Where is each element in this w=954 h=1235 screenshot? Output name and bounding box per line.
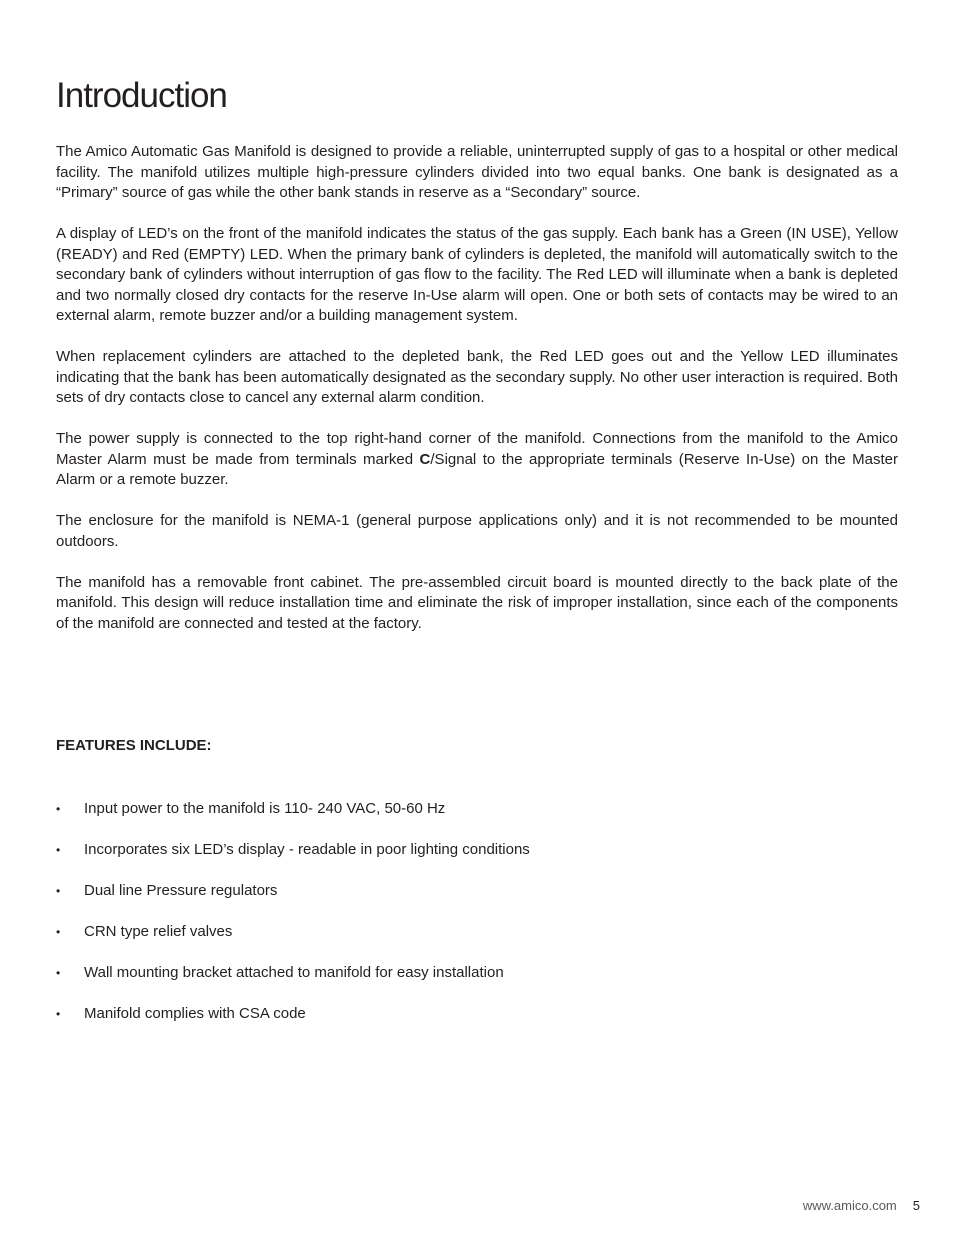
intro-paragraph-4	[56, 429, 898, 491]
paragraph-text: The enclosure for the manifold is NEMA-1 (general purpose applications only) and it is not recommended to be mounted outdoors.	[56, 512, 898, 550]
feature-item	[56, 1004, 530, 1045]
paragraph-text: A display of LED’s on the front of the manifold indicates the status of the gas supply. Each bank has a Green (IN USE), Yellow (READY) and Red (EMPTY) LED. When the primary bank of cylinders is depleted, the manifold will automatically switch to the secondary bank of cylinders without interruption of gas flow to the facility. The Red LED will illuminate when a bank is depleted and two normally closed dry contacts for the reserve In-Use alarm will open. One or both sets of contacts may be wired to an external alarm, remote buzzer and/or a building management system.	[56, 225, 898, 324]
paragraph-text: /Signal to the appropriate terminals (Reserve In-Use) on the Master Alarm or a remote buzzer.	[56, 450, 899, 488]
intro-paragraph-2	[56, 224, 898, 327]
features-heading: FEATURES INCLUDE:	[56, 737, 212, 754]
page-number: 5	[912, 1198, 920, 1213]
feature-item	[56, 922, 530, 963]
feature-text: Incorporates six LED’s display - readable in poor lighting conditions	[84, 841, 530, 858]
intro-paragraph-5	[56, 511, 898, 552]
bullet-icon: •	[56, 802, 61, 816]
feature-text: Wall mounting bracket attached to manifold for easy installation	[84, 964, 504, 981]
page-title: Introduction	[56, 76, 227, 115]
bullet-icon: •	[56, 843, 61, 857]
intro-paragraph-1	[56, 142, 898, 204]
intro-paragraph-6	[56, 573, 898, 635]
intro-paragraph-3	[56, 347, 898, 409]
paragraph-text: The manifold has a removable front cabinet. The pre-assembled circuit board is mounted directly to the back plate of the manifold. This design will reduce installation time and eliminate the risk of improper installation, since each of the components of the manifold are connected and tested at the factory.	[56, 573, 898, 632]
feature-text: Input power to the manifold is 110- 240 VAC, 50-60 Hz	[84, 800, 446, 817]
website-link[interactable]: www.amico.com	[802, 1198, 897, 1213]
feature-text: Manifold complies with CSA code	[84, 1005, 306, 1022]
paragraph-text: The Amico Automatic Gas Manifold is designed to provide a reliable, uninterrupted supply of gas to a hospital or other medical facility. The manifold utilizes multiple high-pressure cylinders divided into two equal banks. One bank is designated as a “Primary” source of gas while the other bank stands in reserve as a “Secondary” source.	[56, 143, 898, 201]
feature-text: CRN type relief valves	[84, 923, 233, 940]
feature-item	[56, 799, 530, 840]
bullet-icon: •	[56, 925, 61, 939]
feature-item	[56, 840, 530, 881]
bullet-icon: •	[56, 966, 61, 980]
paragraph-text: The power supply is connected to the top right-hand corner of the manifold. Connections from the manifold to the Amico Master Alarm must be made from terminals marked	[56, 430, 898, 468]
paragraph-text: When replacement cylinders are attached to the depleted bank, the Red LED goes out and the Yellow LED illuminates indicating that the bank has been automatically designated as the secondary supply. No other user interaction is required. Both sets of dry contacts close to cancel any external alarm condition.	[56, 348, 898, 406]
page-footer	[803, 1198, 920, 1213]
feature-text: Dual line Pressure regulators	[84, 882, 278, 899]
introduction-body	[56, 142, 898, 655]
terminal-marking-bold: C	[419, 450, 431, 468]
bullet-icon: •	[56, 884, 61, 898]
features-list	[56, 799, 530, 1045]
feature-item	[56, 963, 530, 1004]
bullet-icon: •	[56, 1007, 61, 1021]
feature-item	[56, 881, 530, 922]
